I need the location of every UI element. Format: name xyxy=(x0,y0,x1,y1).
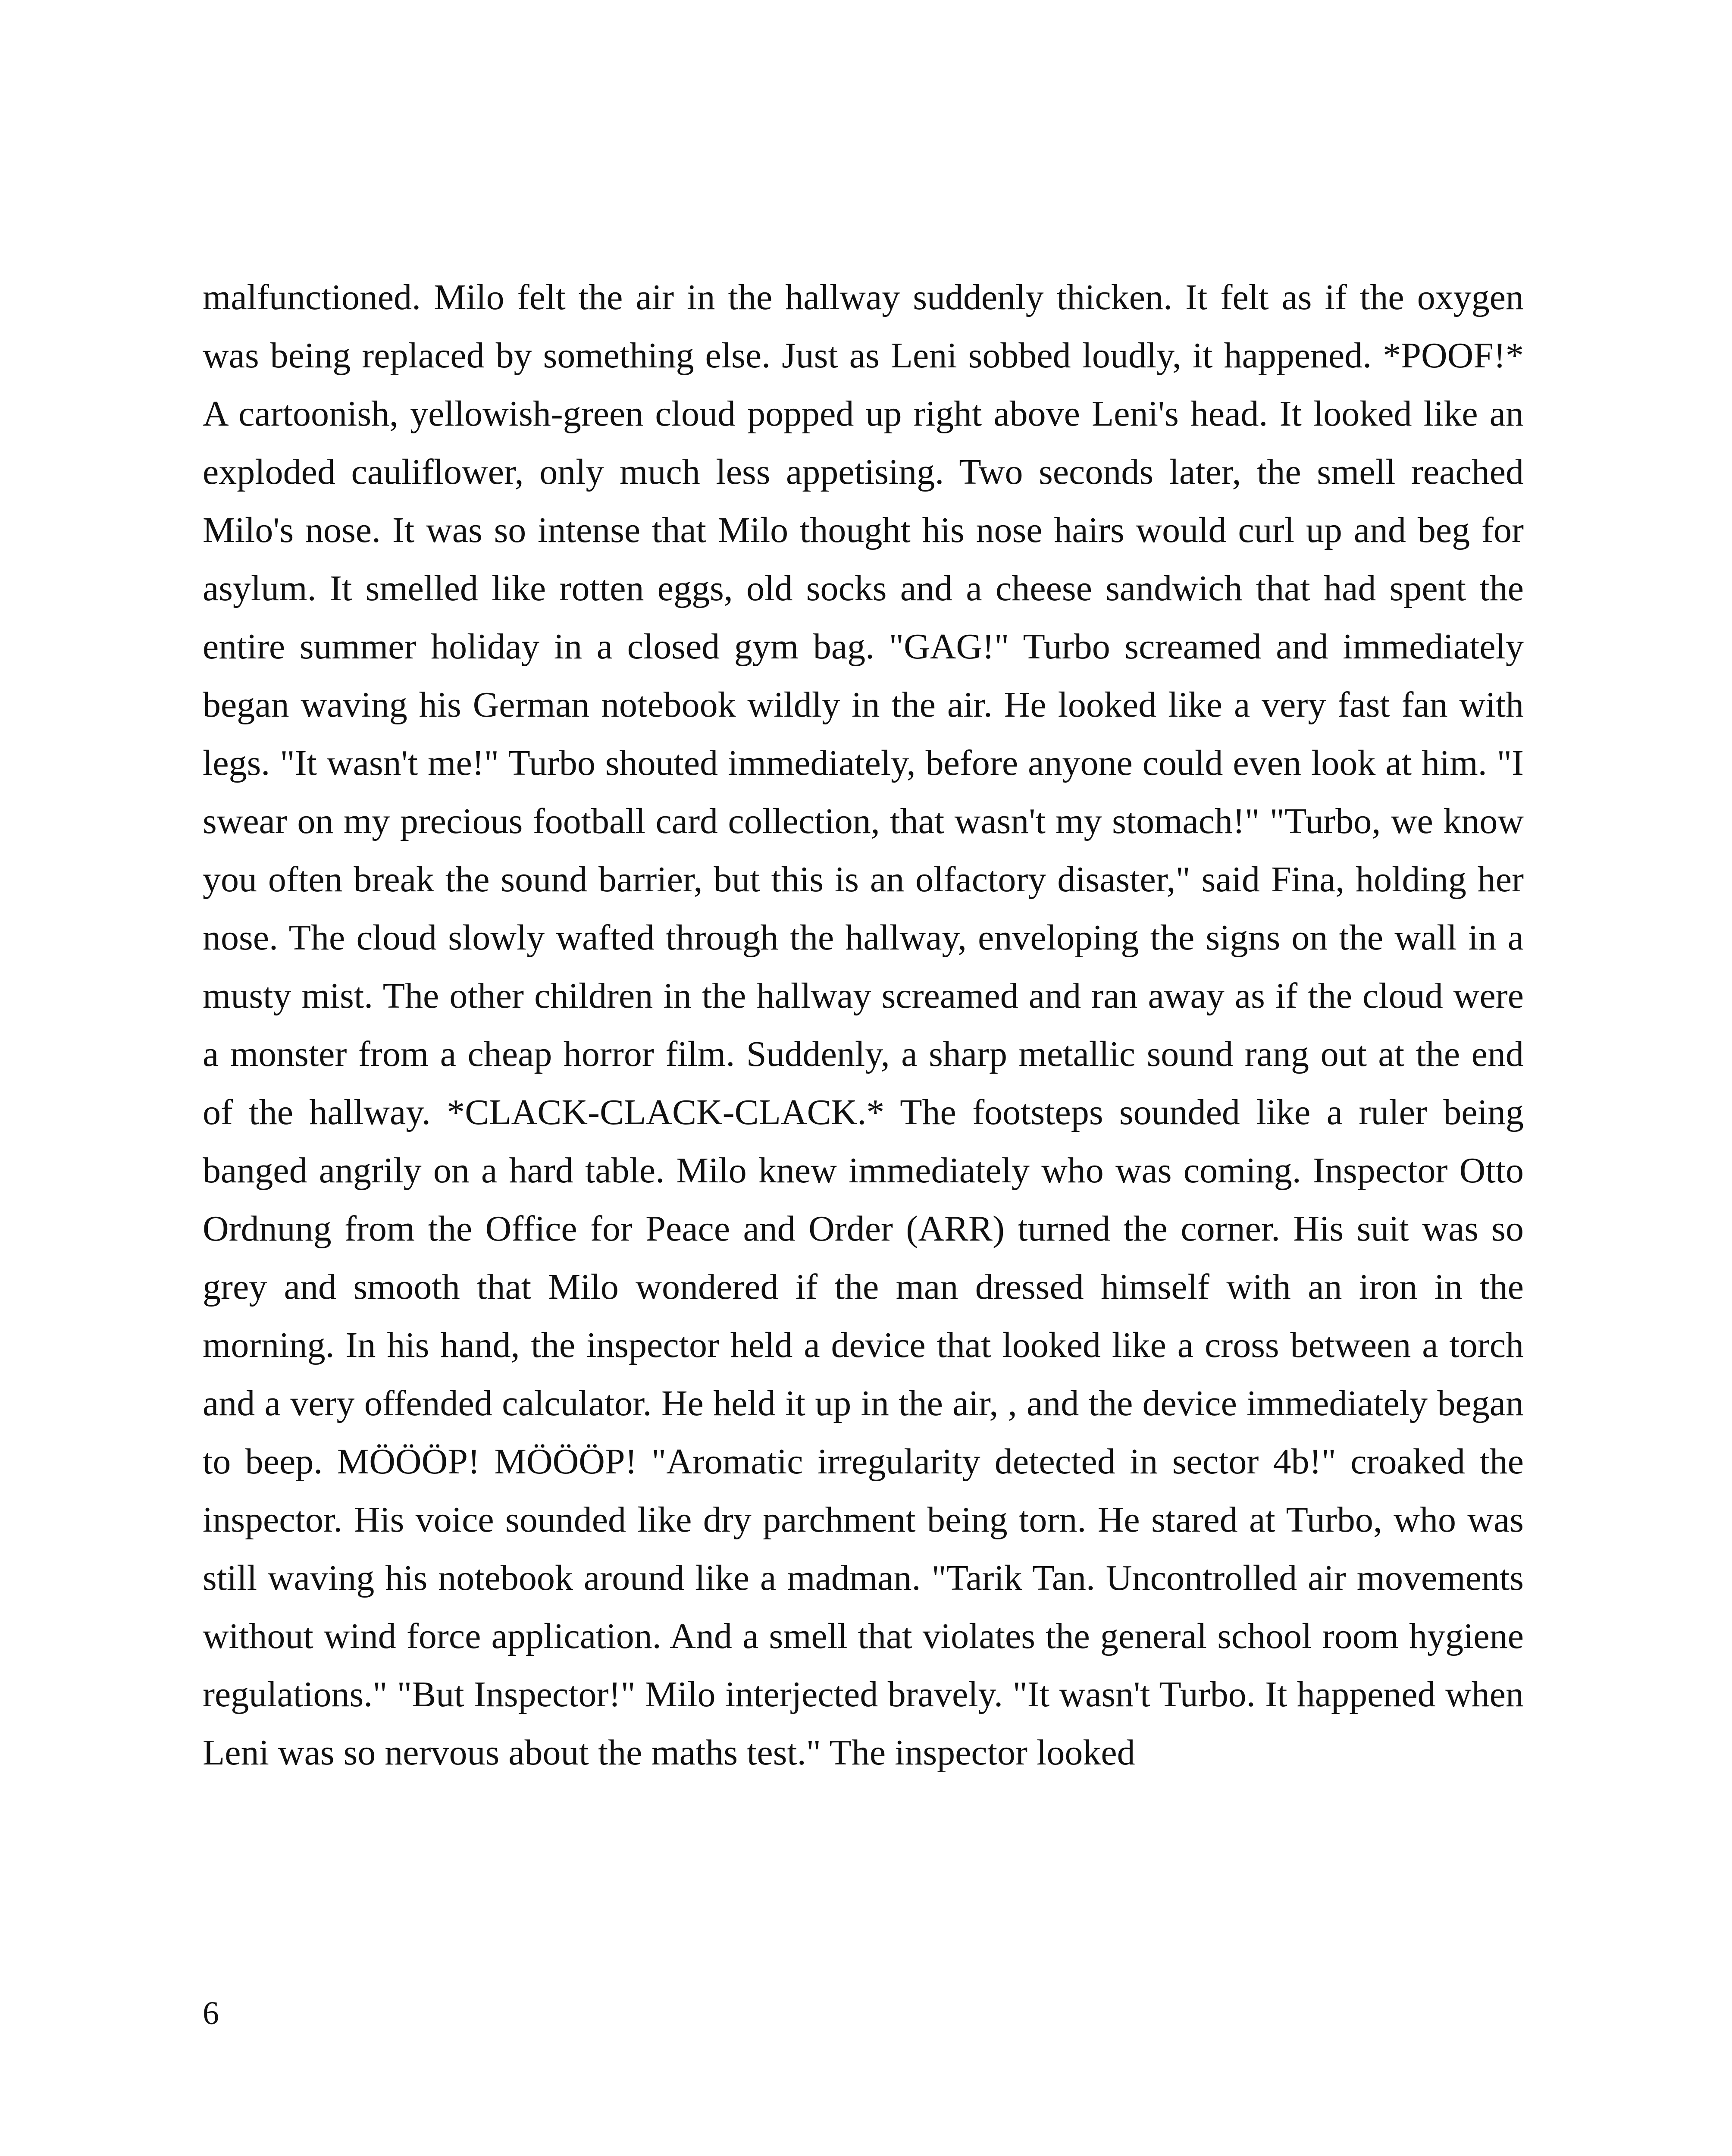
body-paragraph: malfunctioned. Milo felt the air in the hallway suddenly thicken. It felt as if the oxygen was being replaced by something else. Just as Leni sobbed loudly, it happened. *POOF!* A cartoonish, yellowish-green cloud popped up right above Leni's head. It looked like an exploded cauliflower, only much less appetising. Two seconds later, the smell reached Milo's nose. It was so intense that Milo thought his nose hairs would curl up and beg for asylum. It smelled like rotten eggs, old socks and a cheese sandwich that had spent the entire summer holiday in a closed gym bag. "GAG!" Turbo screamed and immediately began waving his German notebook wildly in the air. He looked like a very fast fan with legs. "It wasn't me!" Turbo shouted immediately, before anyone could even look at him. "I swear on my precious football card collection, that wasn't my stomach!" "Turbo, we know you often break the sound barrier, but this is an olfactory disaster," said Fina, holding her nose. The cloud slowly wafted through the hallway, enveloping the signs on the wall in a musty mist. The other children in the hallway screamed and ran away as if the cloud were a monster from a cheap horror film. Suddenly, a sharp metallic sound rang out at the end of the hallway. *CLACK-CLACK-CLACK.* The footsteps sounded like a ruler being banged angrily on a hard table. Milo knew immediately who was coming. Inspector Otto Ordnung from the Office for Peace and Order (ARR) turned the corner. His suit was so grey and smooth that Milo wondered if the man dressed himself with an iron in the morning. In his hand, the inspector held a device that looked like a cross between a torch and a very offended calculator. He held it up in the air, , and the device immediately began to beep. MÖÖÖP! MÖÖÖP! "Aromatic irregularity detected in sector 4b!" croaked the inspector. His voice sounded like dry parchment being torn. He stared at Turbo, who was still waving his notebook around like a madman. "Tarik Tan. Uncontrolled air movements without wind force application. And a smell that violates the general school room hygiene regulations." "But Inspector!" Milo interjected bravely. "It wasn't Turbo. It happened when Leni was so nervous about the maths test." The inspector looked xyxy=(203,277,1524,1773)
page-number: 6 xyxy=(203,1995,219,2031)
